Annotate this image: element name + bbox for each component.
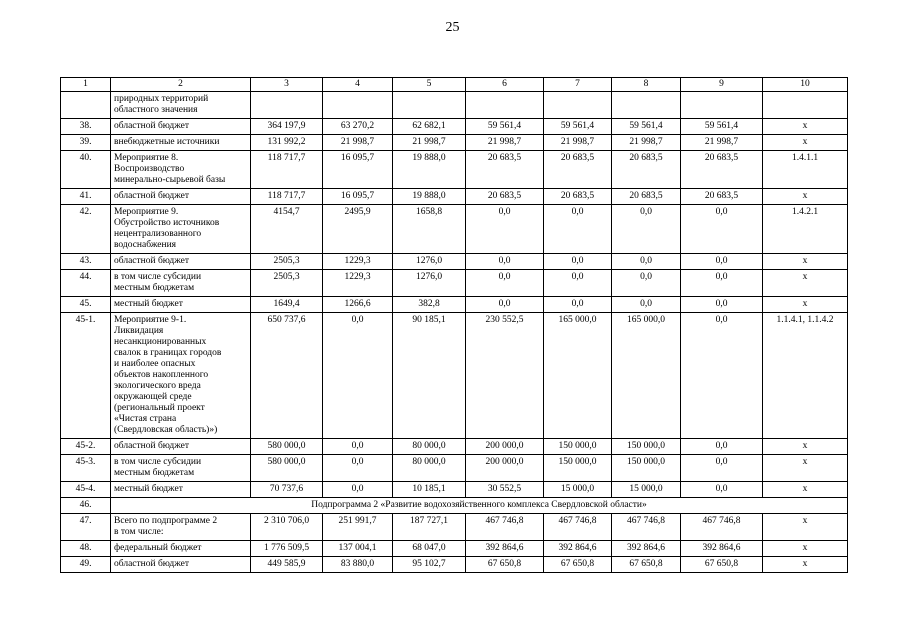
item-name-cell: областной бюджет [111, 557, 251, 573]
year-2024-cell [681, 92, 763, 119]
item-name-cell: Мероприятие 8. Воспроизводство минерально-сырьевой базы [111, 151, 251, 189]
total-cell: 364 197,9 [251, 119, 323, 135]
item-name-cell: федеральный бюджет [111, 541, 251, 557]
table-row [61, 205, 848, 254]
year-2021-cell: 67 650,8 [466, 557, 544, 573]
year-2024-cell: 21 998,7 [681, 135, 763, 151]
year-2021-cell: 200 000,0 [466, 439, 544, 455]
year-2021-cell: 0,0 [466, 205, 544, 254]
year-2023-cell: 20 683,5 [612, 189, 681, 205]
column-header-3: 3 [251, 78, 323, 92]
table-row [61, 189, 848, 205]
target-ref-cell: x [763, 557, 848, 573]
table-row [61, 439, 848, 455]
year-2019-cell: 137 004,1 [323, 541, 393, 557]
table-row [61, 514, 848, 541]
column-header-10: 10 [763, 78, 848, 92]
column-header-7: 7 [544, 78, 612, 92]
year-2023-cell: 20 683,5 [612, 151, 681, 189]
year-2020-cell: 1276,0 [393, 270, 466, 297]
table-row [61, 254, 848, 270]
year-2021-cell: 230 552,5 [466, 313, 544, 439]
year-2021-cell: 21 998,7 [466, 135, 544, 151]
total-cell: 2 310 706,0 [251, 514, 323, 541]
year-2020-cell: 10 185,1 [393, 482, 466, 498]
total-cell: 1649,4 [251, 297, 323, 313]
year-2019-cell: 0,0 [323, 455, 393, 482]
year-2020-cell [393, 92, 466, 119]
target-ref-cell: x [763, 119, 848, 135]
year-2022-cell: 0,0 [544, 297, 612, 313]
year-2020-cell: 19 888,0 [393, 151, 466, 189]
target-ref-cell: x [763, 254, 848, 270]
table-row [61, 541, 848, 557]
row-number-cell: 48. [61, 541, 111, 557]
row-number-cell: 40. [61, 151, 111, 189]
item-name-cell: природных территорий областного значения [111, 92, 251, 119]
year-2021-cell: 467 746,8 [466, 514, 544, 541]
row-number-cell: 45-4. [61, 482, 111, 498]
item-name-cell: местный бюджет [111, 297, 251, 313]
total-cell: 118 717,7 [251, 151, 323, 189]
year-2023-cell: 67 650,8 [612, 557, 681, 573]
year-2020-cell: 19 888,0 [393, 189, 466, 205]
year-2022-cell: 150 000,0 [544, 455, 612, 482]
row-number-cell: 45-1. [61, 313, 111, 439]
target-ref-cell: 1.4.2.1 [763, 205, 848, 254]
row-number-cell: 41. [61, 189, 111, 205]
year-2020-cell: 80 000,0 [393, 455, 466, 482]
year-2024-cell: 0,0 [681, 482, 763, 498]
target-ref-cell [763, 92, 848, 119]
row-number-cell: 45. [61, 297, 111, 313]
column-header-1: 1 [61, 78, 111, 92]
year-2024-cell: 0,0 [681, 297, 763, 313]
year-2023-cell: 0,0 [612, 205, 681, 254]
target-ref-cell: x [763, 455, 848, 482]
table-row [61, 482, 848, 498]
total-cell: 4154,7 [251, 205, 323, 254]
year-2019-cell: 63 270,2 [323, 119, 393, 135]
year-2022-cell: 467 746,8 [544, 514, 612, 541]
year-2024-cell: 0,0 [681, 270, 763, 297]
year-2023-cell: 467 746,8 [612, 514, 681, 541]
year-2020-cell: 382,8 [393, 297, 466, 313]
item-name-cell: Мероприятие 9. Обустройство источников нецентрализованного водоснабжения [111, 205, 251, 254]
item-name-cell: местный бюджет [111, 482, 251, 498]
year-2020-cell: 1658,8 [393, 205, 466, 254]
total-cell: 1 776 509,5 [251, 541, 323, 557]
year-2019-cell: 83 880,0 [323, 557, 393, 573]
table-row [61, 92, 848, 119]
year-2022-cell: 392 864,6 [544, 541, 612, 557]
year-2020-cell: 80 000,0 [393, 439, 466, 455]
year-2020-cell: 187 727,1 [393, 514, 466, 541]
year-2019-cell: 1266,6 [323, 297, 393, 313]
year-2021-cell: 0,0 [466, 270, 544, 297]
table-row [61, 455, 848, 482]
item-name-cell: Всего по подпрограмме 2 в том числе: [111, 514, 251, 541]
item-name-cell: внебюджетные источники [111, 135, 251, 151]
target-ref-cell: 1.4.1.1 [763, 151, 848, 189]
year-2022-cell: 21 998,7 [544, 135, 612, 151]
row-number-cell: 45-2. [61, 439, 111, 455]
year-2021-cell: 30 552,5 [466, 482, 544, 498]
column-header-9: 9 [681, 78, 763, 92]
target-ref-cell: x [763, 270, 848, 297]
year-2020-cell: 68 047,0 [393, 541, 466, 557]
year-2023-cell: 0,0 [612, 297, 681, 313]
year-2022-cell: 165 000,0 [544, 313, 612, 439]
row-number-cell: 46. [61, 498, 111, 514]
year-2024-cell: 20 683,5 [681, 151, 763, 189]
year-2020-cell: 62 682,1 [393, 119, 466, 135]
year-2024-cell: 0,0 [681, 205, 763, 254]
year-2022-cell: 20 683,5 [544, 189, 612, 205]
column-header-5: 5 [393, 78, 466, 92]
year-2023-cell: 0,0 [612, 270, 681, 297]
year-2022-cell: 59 561,4 [544, 119, 612, 135]
year-2022-cell: 0,0 [544, 254, 612, 270]
total-cell: 449 585,9 [251, 557, 323, 573]
year-2021-cell: 0,0 [466, 297, 544, 313]
year-2019-cell: 0,0 [323, 313, 393, 439]
year-2021-cell: 20 683,5 [466, 189, 544, 205]
year-2020-cell: 21 998,7 [393, 135, 466, 151]
year-2022-cell [544, 92, 612, 119]
table-row [61, 119, 848, 135]
row-number-cell [61, 92, 111, 119]
year-2021-cell: 59 561,4 [466, 119, 544, 135]
year-2024-cell: 59 561,4 [681, 119, 763, 135]
year-2024-cell: 467 746,8 [681, 514, 763, 541]
year-2021-cell: 20 683,5 [466, 151, 544, 189]
total-cell [251, 92, 323, 119]
year-2019-cell: 16 095,7 [323, 151, 393, 189]
row-number-cell: 45-3. [61, 455, 111, 482]
table-row [61, 313, 848, 439]
year-2021-cell: 200 000,0 [466, 455, 544, 482]
target-ref-cell: x [763, 541, 848, 557]
item-name-cell: областной бюджет [111, 254, 251, 270]
item-name-cell: областной бюджет [111, 439, 251, 455]
target-ref-cell: x [763, 135, 848, 151]
year-2022-cell: 0,0 [544, 205, 612, 254]
year-2024-cell: 0,0 [681, 254, 763, 270]
row-number-cell: 38. [61, 119, 111, 135]
total-cell: 131 992,2 [251, 135, 323, 151]
year-2021-cell: 392 864,6 [466, 541, 544, 557]
year-2024-cell: 0,0 [681, 439, 763, 455]
row-number-cell: 49. [61, 557, 111, 573]
year-2020-cell: 1276,0 [393, 254, 466, 270]
column-header-4: 4 [323, 78, 393, 92]
page-number: 25 [445, 20, 460, 35]
year-2024-cell: 0,0 [681, 313, 763, 439]
row-number-cell: 47. [61, 514, 111, 541]
item-name-cell: областной бюджет [111, 119, 251, 135]
year-2019-cell [323, 92, 393, 119]
table-row [61, 270, 848, 297]
year-2023-cell: 165 000,0 [612, 313, 681, 439]
table-row [61, 297, 848, 313]
target-ref-cell: x [763, 297, 848, 313]
year-2019-cell: 1229,3 [323, 270, 393, 297]
year-2024-cell: 0,0 [681, 455, 763, 482]
target-ref-cell: x [763, 514, 848, 541]
total-cell: 70 737,6 [251, 482, 323, 498]
year-2023-cell: 21 998,7 [612, 135, 681, 151]
column-header-8: 8 [612, 78, 681, 92]
item-name-cell: Мероприятие 9-1. Ликвидация несанкционированных свалок в границах городов и наиболее опасных объектов накопленного экологического вреда окружающей среде (региональный проект «Чистая страна (Свердловская область)») [111, 313, 251, 439]
year-2023-cell [612, 92, 681, 119]
table-row [61, 151, 848, 189]
year-2023-cell: 392 864,6 [612, 541, 681, 557]
target-ref-cell: x [763, 482, 848, 498]
total-cell: 2505,3 [251, 254, 323, 270]
table-row [61, 557, 848, 573]
column-header-2: 2 [111, 78, 251, 92]
year-2024-cell: 67 650,8 [681, 557, 763, 573]
total-cell: 650 737,6 [251, 313, 323, 439]
year-2019-cell: 16 095,7 [323, 189, 393, 205]
year-2020-cell: 95 102,7 [393, 557, 466, 573]
column-header-6: 6 [466, 78, 544, 92]
year-2019-cell: 21 998,7 [323, 135, 393, 151]
year-2019-cell: 251 991,7 [323, 514, 393, 541]
target-ref-cell: x [763, 189, 848, 205]
total-cell: 580 000,0 [251, 439, 323, 455]
table-body [61, 78, 848, 573]
year-2021-cell [466, 92, 544, 119]
total-cell: 2505,3 [251, 270, 323, 297]
item-name-cell: областной бюджет [111, 189, 251, 205]
year-2019-cell: 1229,3 [323, 254, 393, 270]
year-2023-cell: 15 000,0 [612, 482, 681, 498]
row-number-cell: 44. [61, 270, 111, 297]
year-2022-cell: 67 650,8 [544, 557, 612, 573]
total-cell: 580 000,0 [251, 455, 323, 482]
year-2022-cell: 15 000,0 [544, 482, 612, 498]
year-2019-cell: 0,0 [323, 439, 393, 455]
header-row [61, 78, 848, 92]
subprogram-title: Подпрограмма 2 «Развитие водохозяйственного комплекса Свердловской области» [111, 498, 848, 514]
item-name-cell: в том числе субсидии местным бюджетам [111, 455, 251, 482]
year-2022-cell: 0,0 [544, 270, 612, 297]
budget-table [60, 77, 848, 573]
year-2022-cell: 150 000,0 [544, 439, 612, 455]
target-ref-cell: 1.1.4.1, 1.1.4.2 [763, 313, 848, 439]
year-2023-cell: 0,0 [612, 254, 681, 270]
year-2024-cell: 20 683,5 [681, 189, 763, 205]
subprogram-row [61, 498, 848, 514]
year-2024-cell: 392 864,6 [681, 541, 763, 557]
year-2019-cell: 0,0 [323, 482, 393, 498]
row-number-cell: 39. [61, 135, 111, 151]
year-2020-cell: 90 185,1 [393, 313, 466, 439]
year-2021-cell: 0,0 [466, 254, 544, 270]
item-name-cell: в том числе субсидии местным бюджетам [111, 270, 251, 297]
total-cell: 118 717,7 [251, 189, 323, 205]
year-2022-cell: 20 683,5 [544, 151, 612, 189]
row-number-cell: 42. [61, 205, 111, 254]
year-2023-cell: 150 000,0 [612, 455, 681, 482]
year-2019-cell: 2495,9 [323, 205, 393, 254]
target-ref-cell: x [763, 439, 848, 455]
row-number-cell: 43. [61, 254, 111, 270]
year-2023-cell: 150 000,0 [612, 439, 681, 455]
table-row [61, 135, 848, 151]
year-2023-cell: 59 561,4 [612, 119, 681, 135]
